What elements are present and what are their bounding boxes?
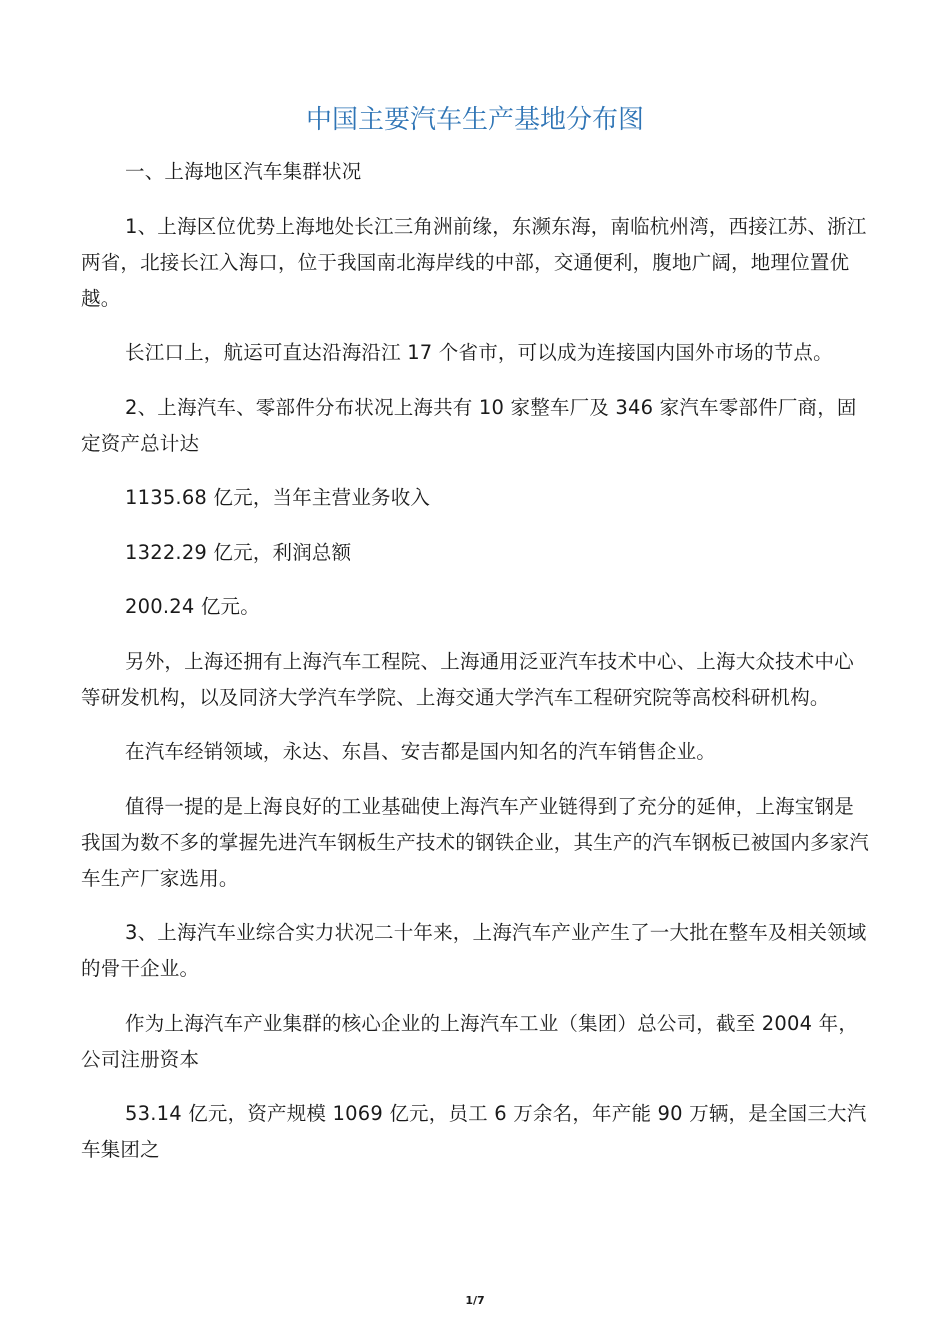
paragraph: 53.14 亿元，资产规模 1069 亿元，员工 6 万余名，年产能 90 万辆，是全国三大汽车集团之 [81, 1102, 867, 1161]
paragraph: 1135.68 亿元，当年主营业务收入 [125, 486, 431, 509]
paragraph: 3、上海汽车业综合实力状况二十年来，上海汽车产业产生了一大批在整车及相关领域的骨干企业。 [81, 921, 867, 980]
paragraph: 200.24 亿元。 [125, 595, 260, 618]
paragraph: 在汽车经销领域，永达、东昌、安吉都是国内知名的汽车销售企业。 [125, 740, 717, 763]
paragraph: 长江口上，航运可直达沿海沿江 17 个省市，可以成为连接国内国外市场的节点。 [125, 341, 833, 364]
paragraph: 2、上海汽车、零部件分布状况上海共有 10 家整车厂及 346 家汽车零部件厂商，固定资产总计达 [81, 395, 857, 455]
section-heading: 一、上海地区汽车集群状况 [125, 160, 362, 183]
paragraph: 作为上海汽车产业集群的核心企业的上海汽车工业（集团）总公司，截至 2004 年，公司注册资本 [81, 1011, 859, 1071]
paragraph: 另外，上海还拥有上海汽车工程院、上海通用泛亚汽车技术中心、上海大众技术中心等研发机构，以及同济大学汽车学院、上海交通大学汽车工程研究院等高校科研机构。 [81, 649, 854, 709]
paragraph: 1、上海区位优势上海地处长江三角洲前缘，东濒东海，南临杭州湾，西接江苏、浙江两省，北接长江入海口，位于我国南北海岸线的中部，交通便利，腹地广阔，地理位置优越。 [81, 214, 867, 310]
paragraph: 1322.29 亿元，利润总额 [125, 540, 352, 564]
paragraph: 值得一提的是上海良好的工业基础使上海汽车产业链得到了充分的延伸，上海宝钢是我国为数不多的掌握先进汽车钢板生产技术的钢铁企业，其生产的汽车钢板已被国内多家汽车生产厂家选用。 [81, 794, 870, 890]
document-title: 中国主要汽车生产基地分布图 [305, 105, 644, 135]
page-number: 1/7 [465, 1294, 485, 1307]
document-body [81, 154, 871, 1187]
